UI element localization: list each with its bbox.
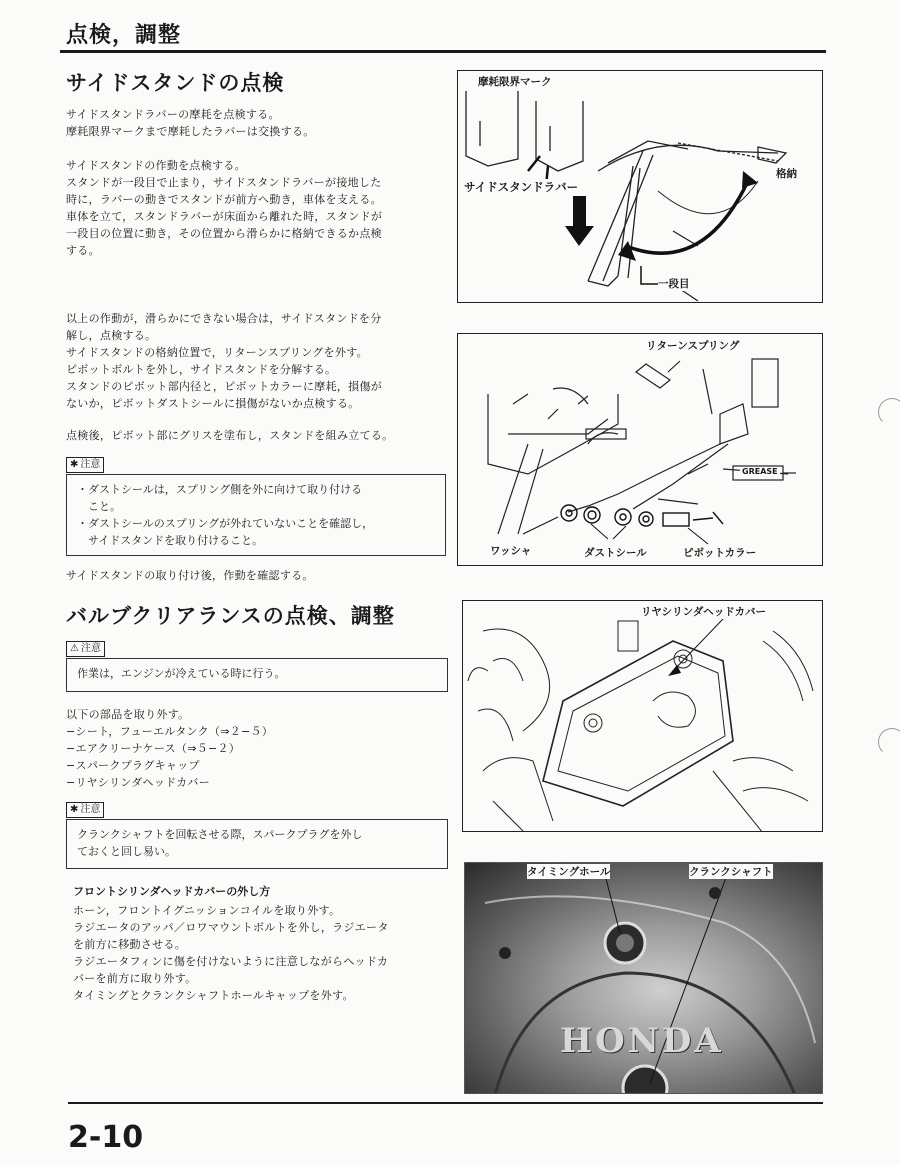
parts-list: 以下の部品を取り外す。 −シート，フューエルタンク（⇒２−５） −エアクリーナケース（⇒５−２） −スパークプラグキャップ −リヤシリンダヘッドカバー — [66, 708, 274, 789]
figure-timing-hole-photo — [464, 862, 823, 1094]
label-crankshaft: クランクシャフト — [689, 866, 773, 878]
exploded-drawing — [458, 334, 823, 566]
side-stand-note-box: ・ダストシールは，スプリング側を外に向けて取り付ける こと。 ・ダストシールのスプリングが外れていないことを確認し， サイドスタンドを取り付けること。 — [66, 474, 446, 556]
label-washer: ワッシャ — [490, 545, 532, 557]
valve-note-box: クランクシャフトを回転させる際，スパークプラグを外し ておくと回し易い。 — [66, 819, 448, 869]
punch-hole-mark — [878, 398, 900, 426]
footer-rule — [68, 1102, 823, 1104]
side-stand-para4: 点検後，ピボット部にグリスを塗布し，スタンドを組み立てる。 — [66, 429, 394, 442]
page-number: 2-10 — [68, 1120, 144, 1155]
star-icon: ✱ — [70, 804, 79, 815]
side-stand-heading: サイドスタンドの点検 — [66, 71, 285, 95]
label-dust-seal: ダストシール — [584, 547, 647, 559]
warning-box: 作業は，エンジンが冷えている時に行う。 — [66, 658, 448, 692]
label-wear-mark: 摩耗限界マーク — [478, 76, 552, 88]
figure-side-stand-exploded — [457, 333, 823, 566]
side-stand-para3: 以上の作動が，滑らかにできない場合は，サイドスタンドを分 解し，点検する。 サイドスタンドの格納位置で，リターンスプリングを外す。 ピボットボルトを外し，サイドスタンドを分解する。 スタンドのピボット部内径と，ピボットカラーに摩耗，損傷が ないか，ピボットダストシールに損傷がないか点検する。 — [66, 312, 383, 410]
note-badge-2: ✱ 注意 — [66, 802, 104, 818]
label-pivot-collar: ピボットカラー — [683, 547, 757, 559]
engine-drawing — [463, 601, 823, 832]
chapter-title: 点検，調整 — [66, 23, 182, 48]
warning-triangle-icon: ⚠ — [70, 643, 79, 654]
label-return-spring: リターンスプリング — [646, 340, 740, 352]
punch-hole-mark — [878, 728, 900, 756]
label-stowed: 格納 — [776, 168, 797, 180]
label-rear-head-cover: リヤシリンダヘッドカバー — [641, 606, 766, 618]
warning-badge: ⚠ 注意 — [66, 641, 105, 657]
front-cover-subheading: フロントシリンダヘッドカバーの外し方 — [73, 885, 271, 898]
side-stand-para1: サイドスタンドラバーの摩耗を点検する。 摩耗限界マークまで摩耗したラバーは交換する。 — [66, 108, 315, 138]
header-rule — [60, 50, 826, 53]
note-badge: ✱ 注意 — [66, 457, 104, 473]
label-grease: GREASE — [742, 467, 778, 476]
label-timing-hole: タイミングホール — [527, 866, 611, 878]
label-side-stand-rubber: サイドスタンドラバー — [464, 180, 579, 194]
star-icon: ✱ — [70, 459, 79, 470]
figure-rear-head-cover — [462, 600, 823, 832]
valve-heading: バルブクリアランスの点検、調整 — [66, 604, 395, 628]
figure-side-stand-operation — [457, 70, 823, 303]
label-first-stage: 一段目 — [658, 278, 690, 290]
side-stand-after: サイドスタンドの取り付け後，作動を確認する。 — [66, 569, 314, 582]
front-cover-steps: ホーン，フロントイグニッションコイルを取り外す。 ラジエータのアッパ／ロワマウントボルトを外し，ラジエータ を前方に移動させる。 ラジエータフィンに傷を付けないように注意しながらヘッドカ バーを前方に取り外す。 タイミングとクランクシャフトホールキャップを外す。 — [73, 904, 389, 1002]
honda-logo: HONDA — [560, 1021, 724, 1061]
side-stand-para2: サイドスタンドの作動を点検する。 スタンドが一段目で止まり，サイドスタンドラバーが接地した 時に，ラバーの動きでスタンドが前方へ動き，車体を支える。 車体を立て，スタンドラバーが床面から離れた時，スタンドが 一段目の位置に動き，その位置から滑らかに格納できるか点検 する。 — [66, 159, 383, 257]
